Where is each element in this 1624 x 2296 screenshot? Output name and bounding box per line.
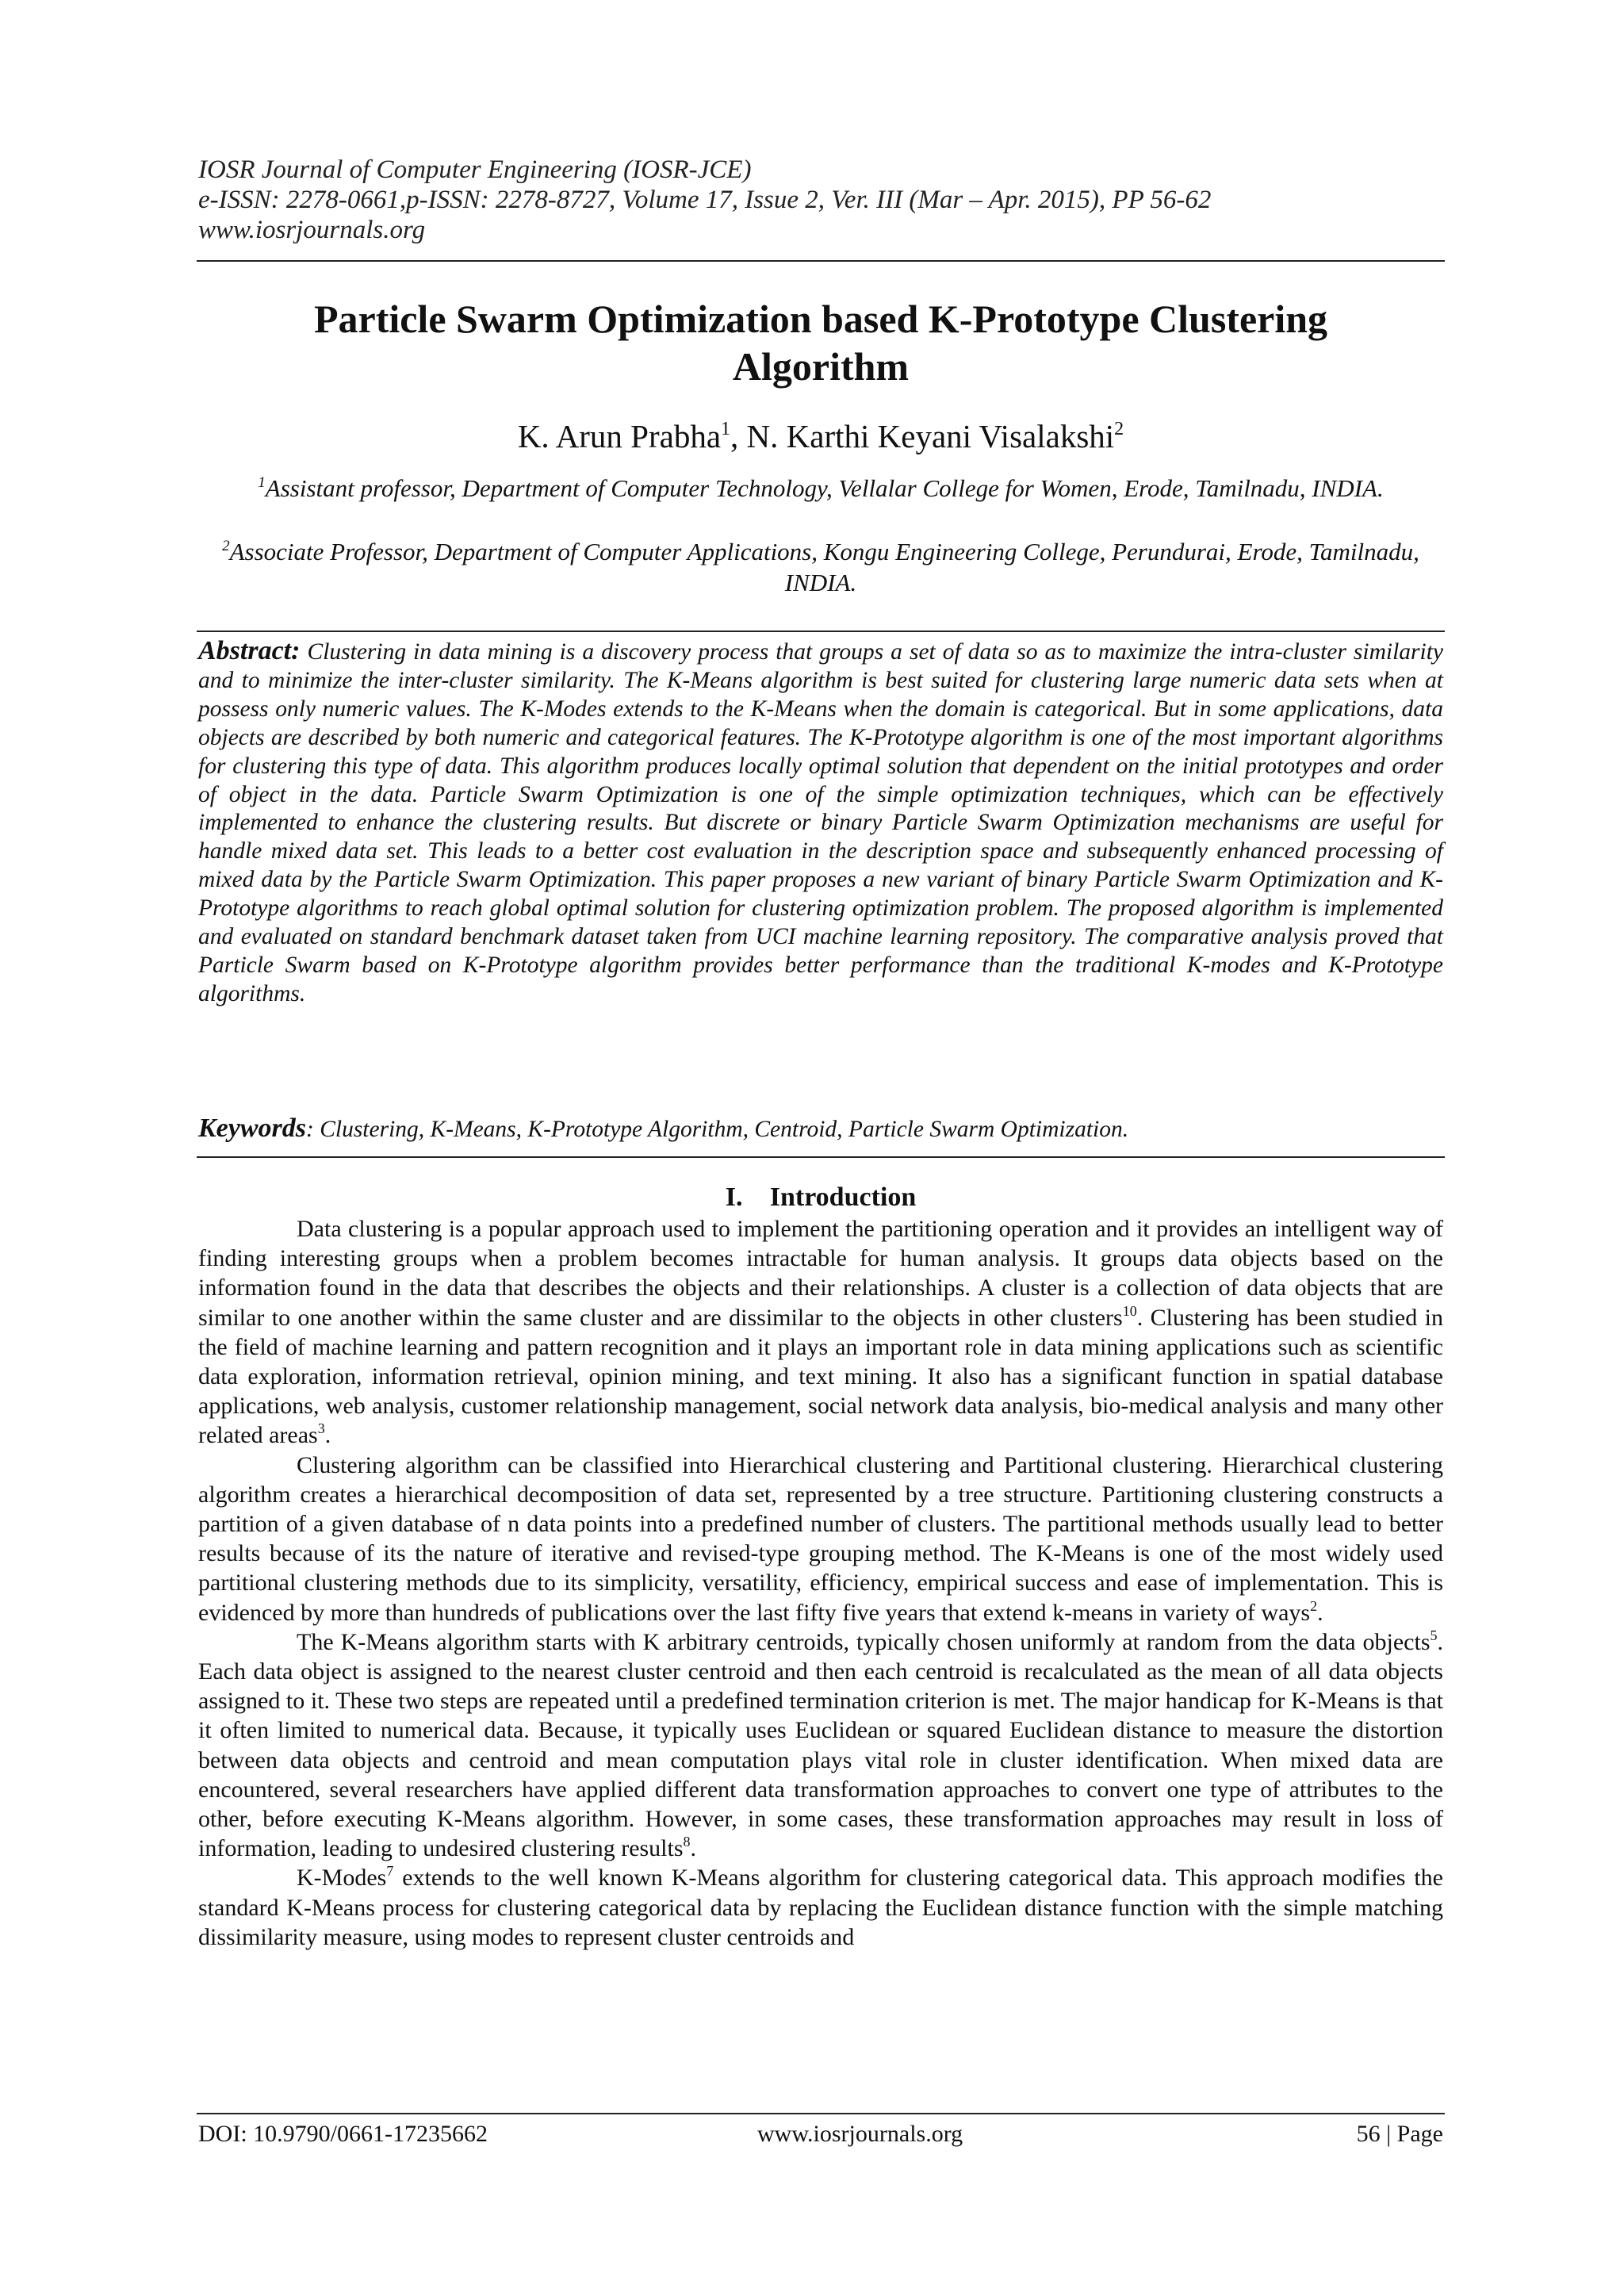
citation-ref: 10 bbox=[1122, 1302, 1137, 1319]
paragraph-4-text-b: extends to the well known K-Means algorithm for clustering categorical data. This approach modifies the standard K-Means process for clustering categorical data by replacing the Euclidean distance function with the simple matching dissimilarity measure, using modes to represent cluster centroids and bbox=[198, 1865, 1443, 1950]
paragraph-3-text-a: The K-Means algorithm starts with K arbitrary centroids, typically chosen uniformly at random from the data objects bbox=[297, 1628, 1431, 1655]
journal-issn: e-ISSN: 2278-0661,p-ISSN: 2278-8727, Volume 17, Issue 2, Ver. III (Mar – Apr. 2015), PP 56-62 bbox=[198, 186, 1212, 214]
citation-ref: 8 bbox=[683, 1834, 691, 1850]
affiliation-2 bbox=[198, 536, 1443, 598]
author-1: K. Arun Prabha bbox=[517, 418, 722, 454]
paragraph-1 bbox=[198, 1214, 1443, 1451]
introduction-body bbox=[198, 1214, 1443, 1952]
title-line-2: Algorithm bbox=[732, 344, 910, 389]
citation-ref: 3 bbox=[317, 1420, 325, 1437]
keywords-label: Keywords bbox=[198, 1114, 306, 1143]
citation-ref: 5 bbox=[1430, 1627, 1438, 1643]
citation-ref: 7 bbox=[386, 1863, 394, 1880]
footer-page-number: 56 | Page bbox=[1356, 2121, 1443, 2147]
affiliation-1 bbox=[198, 473, 1443, 504]
section-heading-introduction bbox=[198, 1182, 1443, 1213]
journal-name: IOSR Journal of Computer Engineering (IOSR-JCE) bbox=[198, 155, 752, 184]
paragraph-3-text-c: . bbox=[690, 1835, 697, 1862]
citation-ref: 2 bbox=[1310, 1597, 1318, 1614]
paragraph-4-text-a: K-Modes bbox=[297, 1865, 387, 1892]
section-title: Introduction bbox=[769, 1182, 917, 1212]
footer-website: www.iosrjournals.org bbox=[757, 2121, 963, 2147]
paragraph-3-text-b: . Each data object is assigned to the nearest cluster centroid and then each centroid is recalculated as the mean of all data objects assigned to it. These two steps are repeated until a predefined termination criterion is met. The major handicap for K-Means is that it often limited to numerical data. Because, it typically uses Euclidean or squared Euclidean distance to measure the distortion between data objects and centroid and mean computation plays vital role in cluster identification. When mixed data are encountered, several researchers have applied different data transformation approaches to convert one type of attributes to the other, before executing K-Means algorithm. However, in some cases, these transformation approaches may result in loss of information, leading to undesired clustering results bbox=[198, 1628, 1443, 1862]
paragraph-1-text-c: . bbox=[324, 1422, 331, 1449]
paragraph-1-text-a: Data clustering is a popular approach used to implement the partitioning operation and it provides an intelligent way of finding interesting groups when a problem becomes intractable for human analysis. It groups data objects based on the information found in the data that describes the objects and their relationships. A cluster is a collection of data objects that are similar to one another within the same cluster and are dissimilar to the objects in other clusters bbox=[198, 1216, 1443, 1331]
affiliation-1-text: Assistant professor, Department of Computer Technology, Vellalar College for Women, Erode, Tamilnadu, INDIA. bbox=[265, 474, 1384, 502]
affiliation-2-text: Associate Professor, Department of Computer Applications, Kongu Engineering College, Perundurai, Erode, Tamilnadu, INDIA. bbox=[229, 538, 1419, 596]
footer-divider bbox=[197, 2113, 1445, 2114]
abstract bbox=[198, 637, 1443, 1009]
journal-website: www.iosrjournals.org bbox=[198, 216, 426, 244]
keywords-text: : Clustering, K-Means, K-Prototype Algorithm, Centroid, Particle Swarm Optimization. bbox=[306, 1117, 1129, 1142]
paragraph-1-text-b: . Clustering has been studied in the field of machine learning and pattern recognition and it plays an important role in data mining applications such as scientific data exploration, information retrieval, opinion mining, and text mining. It also has a significant function in spatial database applications, web analysis, customer relationship management, social network data analysis, bio-medical analysis and many other related areas bbox=[198, 1304, 1443, 1449]
abstract-text: Clustering in data mining is a discovery process that groups a set of data so as to maximize the intra-cluster similarity and to minimize the inter-cluster similarity. The K-Means algorithm is best suited for clustering large numeric data sets when at possess only numeric values. The K-Modes extends to the K-Means when the domain is categorical. But in some applications, data objects are described by both numeric and categorical features. The K-Prototype algorithm is one of the most important algorithms for clustering this type of data. This algorithm produces locally optimal solution that dependent on the initial prototypes and order of object in the data. Particle Swarm Optimization is one of the simple optimization techniques, which can be effectively implemented to enhance the clustering results. But discrete or binary Particle Swarm Optimization mechanisms are useful for handle mixed data set. This leads to a better cost evaluation in the description space and subsequently enhanced processing of mixed data by the Particle Swarm Optimization. This paper proposes a new variant of binary Particle Swarm Optimization and K-Prototype algorithms to reach global optimal solution for clustering optimization problem. The proposed algorithm is implemented and evaluated on standard benchmark dataset taken from UCI machine learning repository. The comparative analysis proved that Particle Swarm based on K-Prototype algorithm provides better performance than the traditional K-modes and K-Prototype algorithms. bbox=[198, 639, 1444, 1006]
abstract-bottom-divider bbox=[197, 1156, 1445, 1158]
paragraph-3 bbox=[198, 1627, 1443, 1864]
abstract-label: Abstract: bbox=[198, 636, 301, 665]
paragraph-2 bbox=[198, 1451, 1443, 1627]
title-line-1: Particle Swarm Optimization based K-Prototype Clustering bbox=[313, 297, 1328, 341]
paragraph-4 bbox=[198, 1863, 1443, 1952]
header-divider bbox=[197, 260, 1445, 262]
author-list bbox=[198, 416, 1443, 456]
author-1-affil-mark: 1 bbox=[721, 419, 731, 439]
author-separator: , bbox=[730, 418, 747, 454]
paragraph-2-text-b: . bbox=[1317, 1599, 1323, 1626]
affiliation-2-mark: 2 bbox=[222, 538, 230, 554]
author-2-affil-mark: 2 bbox=[1114, 419, 1124, 439]
paragraph-2-text-a: Clustering algorithm can be classified into Hierarchical clustering and Partitional clustering. Hierarchical clustering algorithm creates a hierarchical decomposition of data set, represented by a tree structure. Partitioning clustering constructs a partition of a given database of n data points into a predefined number of clusters. The partitional methods usually lead to better results because of its the nature of iterative and revised-type grouping method. The K-Means is one of the most widely used partitional clustering methods due to its simplicity, versatility, efficiency, empirical success and ease of implementation. This is evidenced by more than hundreds of publications over the last fifty five years that extend k-means in variety of ways bbox=[198, 1451, 1443, 1626]
abstract-top-divider bbox=[197, 631, 1445, 632]
affiliation-1-mark: 1 bbox=[258, 474, 266, 491]
footer-doi: DOI: 10.9790/0661-17235662 bbox=[198, 2121, 488, 2147]
author-2: N. Karthi Keyani Visalakshi bbox=[746, 418, 1115, 454]
paper-title bbox=[198, 295, 1443, 390]
section-number: I. bbox=[725, 1182, 743, 1212]
journal-header bbox=[198, 155, 1443, 245]
keywords bbox=[198, 1114, 1443, 1144]
